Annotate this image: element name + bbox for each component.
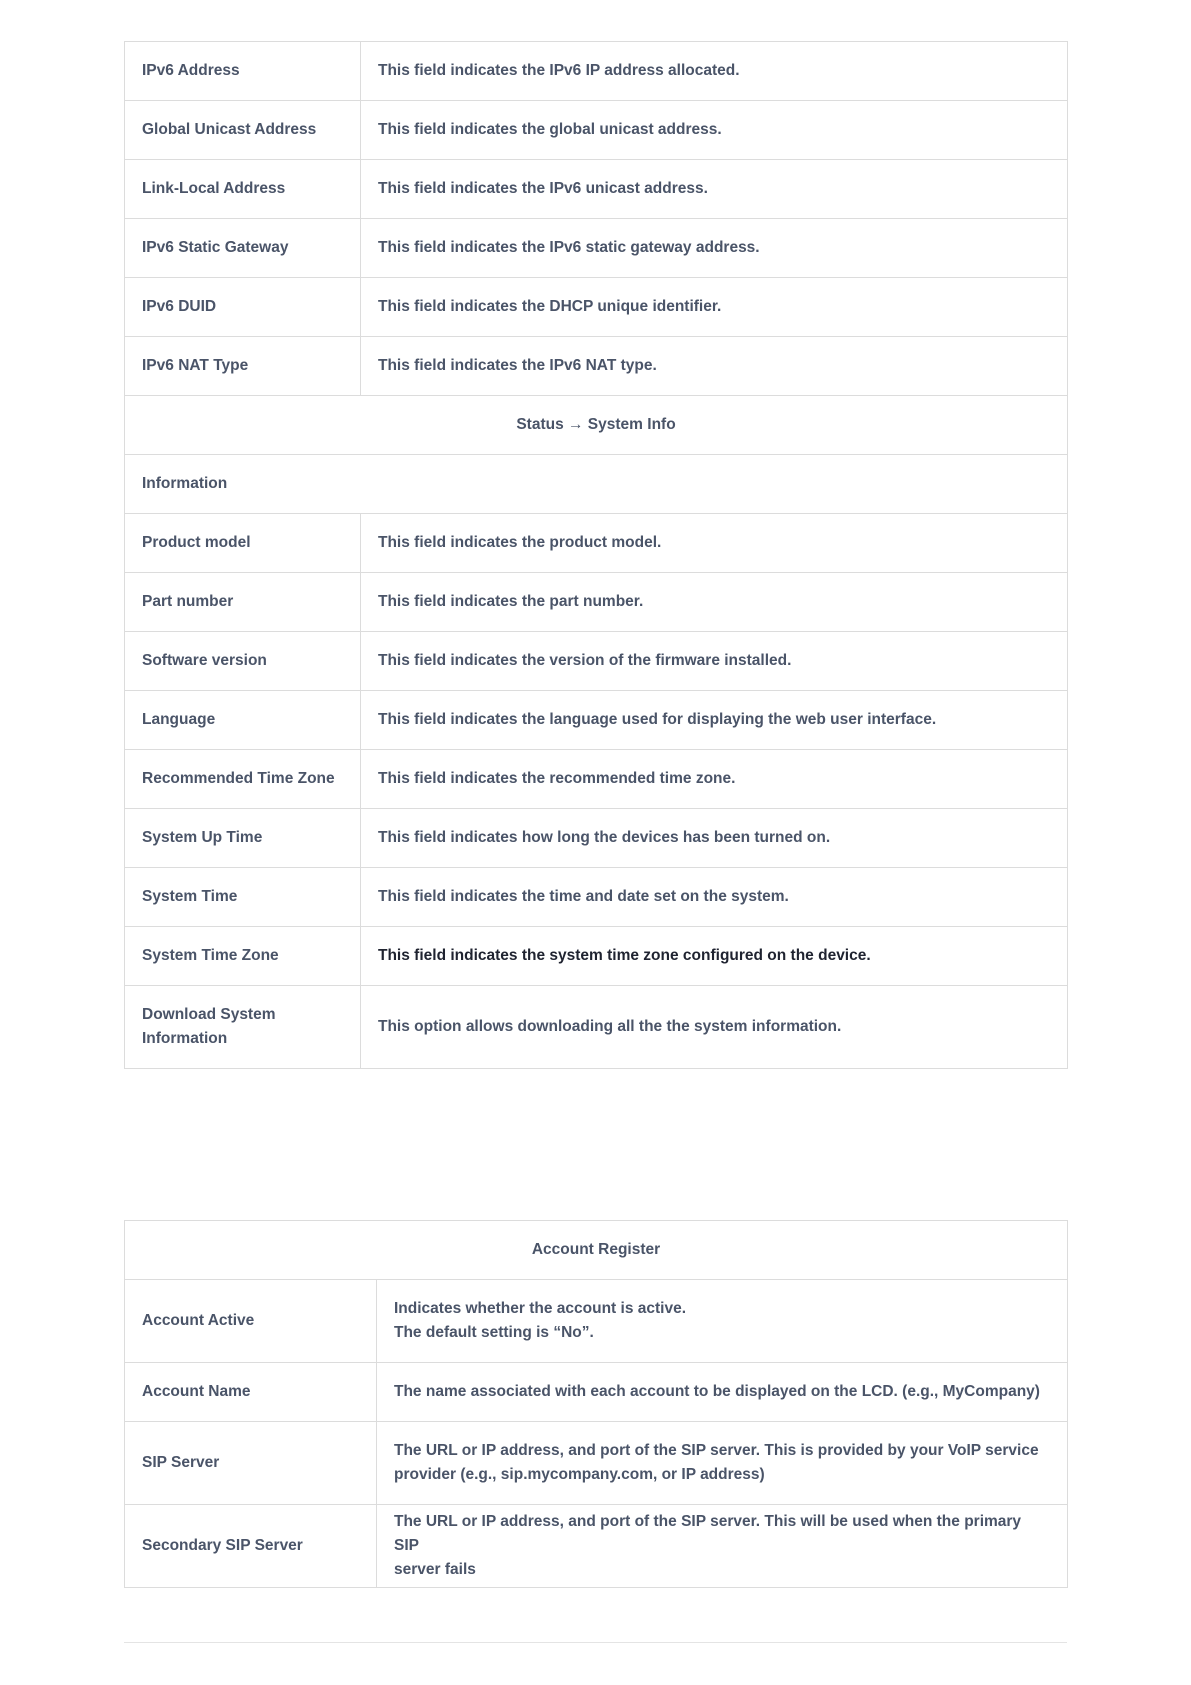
row-description: This field indicates the product model. — [361, 514, 1068, 573]
account-register-table — [124, 1220, 1068, 1588]
row-label: System Up Time — [125, 809, 361, 868]
row-description: This field indicates the DHCP unique identifier. — [361, 278, 1068, 337]
row-description — [377, 1505, 1068, 1588]
table-row — [125, 632, 1068, 691]
row-label — [125, 986, 361, 1069]
table-row — [125, 514, 1068, 573]
table-row — [125, 42, 1068, 101]
row-description: This field indicates the IPv6 static gateway address. — [361, 219, 1068, 278]
table-row — [125, 101, 1068, 160]
row-label: Link-Local Address — [125, 160, 361, 219]
row-description: This field indicates the part number. — [361, 573, 1068, 632]
row-label: Secondary SIP Server — [125, 1505, 377, 1588]
table-row — [125, 750, 1068, 809]
row-label-line: Information — [142, 1030, 228, 1047]
row-label: IPv6 NAT Type — [125, 337, 361, 396]
row-label-line: Download System — [142, 1006, 276, 1023]
row-description: This field indicates the global unicast address. — [361, 101, 1068, 160]
row-label: Part number — [125, 573, 361, 632]
section-header-row — [125, 396, 1068, 455]
row-description: This field indicates the version of the firmware installed. — [361, 632, 1068, 691]
table-row — [125, 986, 1068, 1069]
table-row — [125, 160, 1068, 219]
footer-divider — [124, 1642, 1067, 1643]
status-info-table — [124, 41, 1068, 1069]
section-header: Account Register — [125, 1221, 1068, 1280]
row-label: Product model — [125, 514, 361, 573]
row-description: This field indicates the system time zone configured on the device. — [361, 927, 1068, 986]
table-row — [125, 809, 1068, 868]
row-label: Recommended Time Zone — [125, 750, 361, 809]
row-description — [377, 1280, 1068, 1363]
row-label: Global Unicast Address — [125, 101, 361, 160]
row-description: This field indicates the IPv6 IP address allocated. — [361, 42, 1068, 101]
row-label: IPv6 Address — [125, 42, 361, 101]
row-label: IPv6 DUID — [125, 278, 361, 337]
row-description: This field indicates how long the devices has been turned on. — [361, 809, 1068, 868]
row-description-line: provider (e.g., sip.mycompany.com, or IP address) — [394, 1466, 765, 1483]
row-description: This field indicates the IPv6 unicast address. — [361, 160, 1068, 219]
table-row — [125, 1505, 1068, 1588]
row-label: Account Active — [125, 1280, 377, 1363]
row-label: System Time — [125, 868, 361, 927]
table-row — [125, 868, 1068, 927]
table-row — [125, 1363, 1068, 1422]
table-row — [125, 573, 1068, 632]
subsection-header-row — [125, 455, 1068, 514]
table-row — [125, 1422, 1068, 1505]
row-label: Account Name — [125, 1363, 377, 1422]
row-description-line: server fails — [394, 1561, 476, 1578]
table-row — [125, 278, 1068, 337]
table-row — [125, 691, 1068, 750]
row-label: IPv6 Static Gateway — [125, 219, 361, 278]
row-description: This field indicates the time and date set on the system. — [361, 868, 1068, 927]
row-description-line: The URL or IP address, and port of the SIP server. This will be used when the primary SIP — [394, 1513, 1022, 1554]
row-description-line: The URL or IP address, and port of the SIP server. This is provided by your VoIP service — [394, 1442, 1039, 1459]
row-label: SIP Server — [125, 1422, 377, 1505]
row-description: The name associated with each account to be displayed on the LCD. (e.g., MyCompany) — [377, 1363, 1068, 1422]
row-description-line: Indicates whether the account is active. — [394, 1300, 687, 1317]
row-description-line: The default setting is “No”. — [394, 1324, 594, 1341]
row-description: This option allows downloading all the the system information. — [361, 986, 1068, 1069]
row-description: This field indicates the language used for displaying the web user interface. — [361, 691, 1068, 750]
section-header-row — [125, 1221, 1068, 1280]
table-row — [125, 337, 1068, 396]
row-label: System Time Zone — [125, 927, 361, 986]
table-row — [125, 927, 1068, 986]
subsection-header: Information — [125, 455, 1068, 514]
row-label: Language — [125, 691, 361, 750]
row-description: This field indicates the IPv6 NAT type. — [361, 337, 1068, 396]
table-row — [125, 1280, 1068, 1363]
row-description: This field indicates the recommended time zone. — [361, 750, 1068, 809]
section-header: Status → System Info — [125, 396, 1068, 455]
row-label: Software version — [125, 632, 361, 691]
table-row — [125, 219, 1068, 278]
row-description — [377, 1422, 1068, 1505]
